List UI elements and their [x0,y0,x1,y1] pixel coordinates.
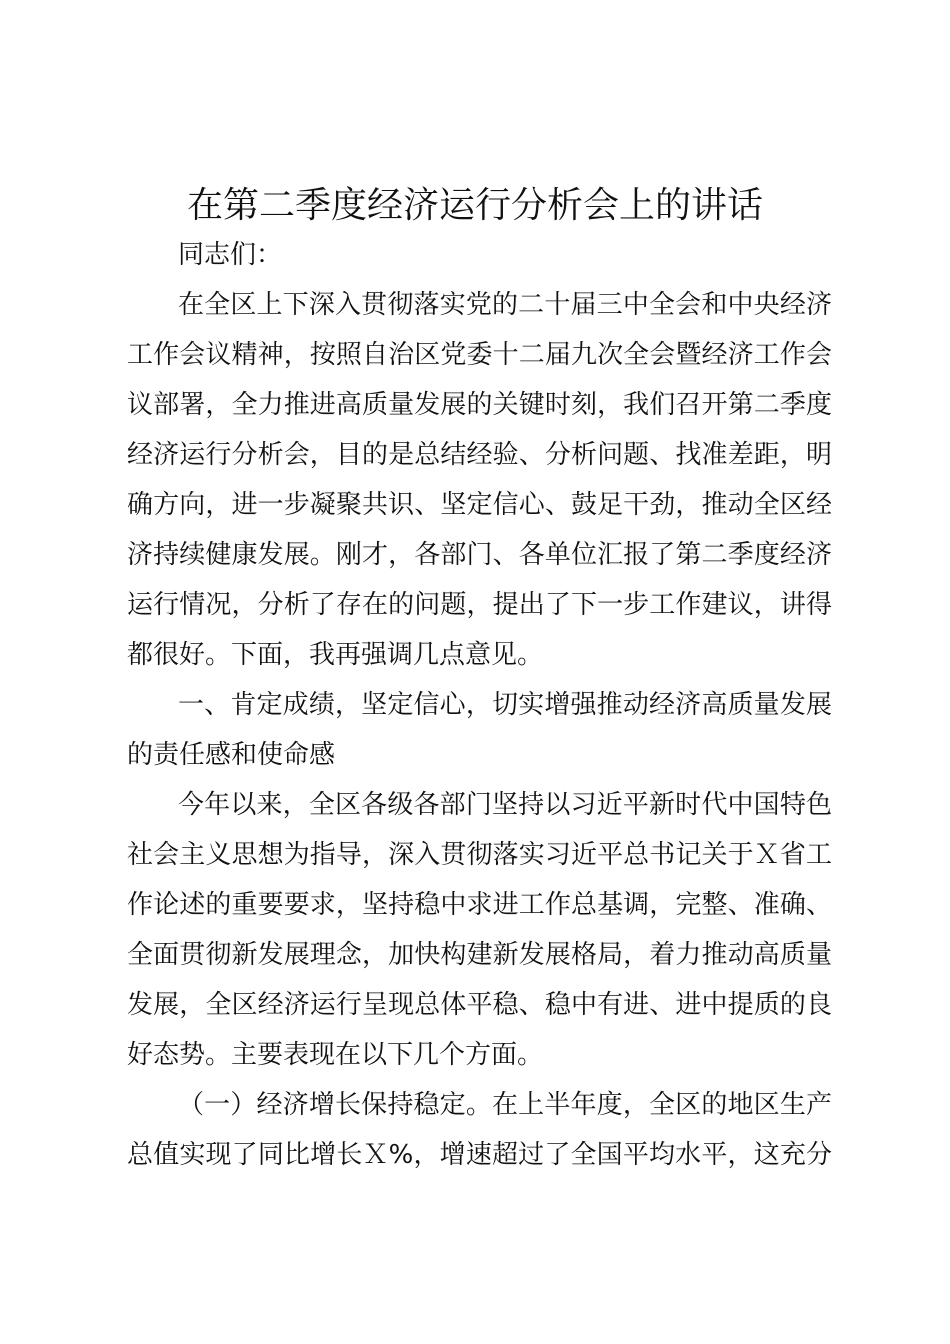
paragraph-line: 在全区上下深入贯彻落实党的二十届三中全会和中央经济 [178,290,832,320]
document-title: 在第二季度经济运行分析会上的讲话 [186,185,763,226]
section-heading-cont: 的责任感和使命感 [127,740,336,770]
paragraph-line: 今年以来，全区各级各部门坚持以习近平新时代中国特色 [178,790,832,820]
section-heading: 一、肯定成绩，坚定信心，切实增强推动经济高质量发展 [178,690,832,720]
paragraph-line: 都很好。下面，我再强调几点意见。 [127,640,544,670]
paragraph-line: 经济运行分析会，目的是总结经验、分析问题、找准差距，明 [127,440,832,470]
paragraph-line: 运行情况，分析了存在的问题，提出了下一步工作建议，讲得 [127,590,832,620]
paragraph-line: 济持续健康发展。刚才，各部门、各单位汇报了第二季度经济 [127,540,832,570]
paragraph-line: 全面贯彻新发展理念，加快构建新发展格局，着力推动高质量 [127,940,832,970]
paragraph-line: 作论述的重要要求，坚持稳中求进工作总基调，完整、准确、 [127,890,832,920]
paragraph-line: 好态势。主要表现在以下几个方面。 [127,1040,544,1070]
paragraph-line: 工作会议精神，按照自治区党委十二届九次全会暨经济工作会 [127,340,832,370]
paragraph-line: 确方向，进一步凝聚共识、坚定信心、鼓足干劲，推动全区经 [127,490,832,520]
paragraph-line: 社会主义思想为指导，深入贯彻落实习近平总书记关于Ｘ省工 [127,840,832,870]
salutation: 同志们： [178,240,283,270]
paragraph-line: 议部署，全力推进高质量发展的关键时刻，我们召开第二季度 [127,390,832,420]
paragraph-line: 总值实现了同比增长Ｘ%，增速超过了全国平均水平，这充分 [127,1140,832,1170]
paragraph-line: （一）经济增长保持稳定。在上半年度，全区的地区生产 [178,1090,832,1120]
paragraph-line: 发展，全区经济运行呈现总体平稳、稳中有进、进中提质的良 [127,990,832,1020]
